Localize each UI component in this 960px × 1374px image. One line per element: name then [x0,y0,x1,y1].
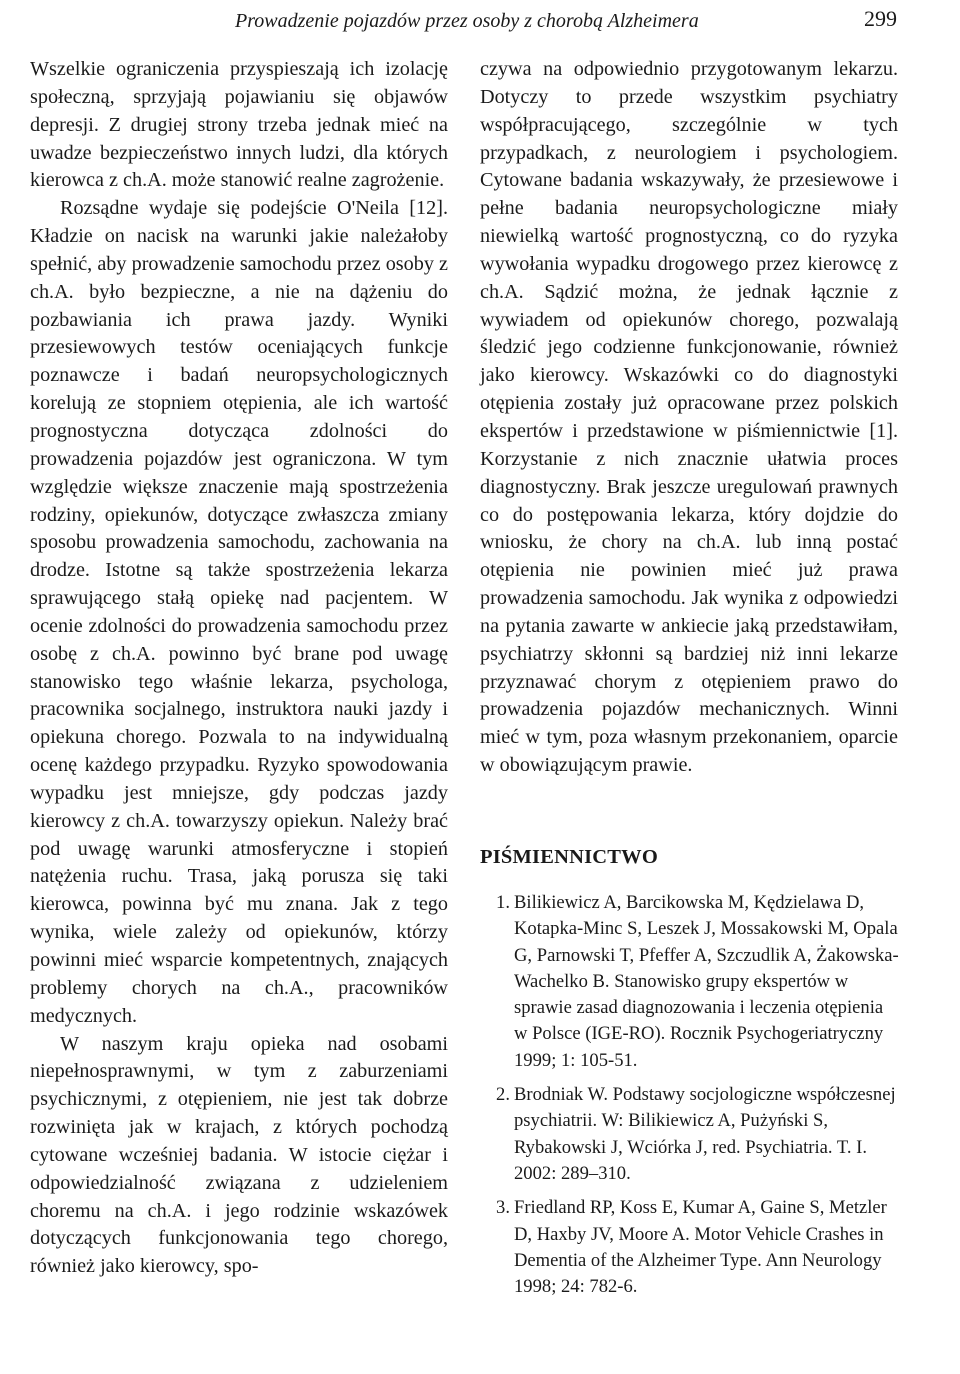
reference-item [484,1195,900,1300]
running-header [0,4,960,34]
left-column [30,56,448,1281]
paragraph: czywa na odpowiednio przygotowanym lekarzu. Dotyczy to przede wszystkim psychiatry współpracującego, szczególnie w tych przypadkach, z neurologiem i psychologiem. Cytowane badania wskazywały, że przesiewowe i pełne badania neuropsychologiczne miały niewielką wartość prognostyczną, co do ryzyka wywołania wypadku drogowego przez kierowcę z ch.A. Sądzić można, że jednak łącznie z wywiadem od opiekunów chorego, pozwalają śledzić jego codzienne funkcjonowanie, również jako kierowcy. Wskazówki co do diagnostyki otępienia zostały już opracowane przez polskich ekspertów i przedstawione w piśmiennictwie [1]. Korzystanie z nich znacznie ułatwia proces diagnostyczny. Brak jeszcze uregulowań prawnych co do postępowania lekarza, który dojdzie do wniosku, że chory na ch.A. lub inną postać otępienia nie powinien mieć już prawa prowadzenia samochodu. Jak wynika z odpowiedzi na pytania zawarte w ankiecie jaką przedstawiłam, psychiatrzy skłonni są bardziej niż inni lekarze przyznawać chorym z otępieniem prawo do prowadzenia pojazdów mechanicznych. Winni mieć w tym, poza własnym przekonaniem, oparcie w obowiązującym prawie. [480,58,898,777]
page-number: 299 [864,6,897,31]
paragraph: W naszym kraju opieka nad osobami niepełnosprawnymi, w tym z zaburzeniami psychicznymi, z otępieniem, nie jest tak dobrze rozwinięta jak w krajach, z których pochodzą cytowane wcześniej badania. W istocie ciężar i odpowiedzialność związana z udzieleniem choremu na ch.A. i jego rodzinie wskazówek dotyczących funkcjonowania tego chorego, również jako kierowcy, spo- [30,1032,448,1278]
reference-text: Friedland RP, Koss E, Kumar A, Gaine S, Metzler D, Haxby JV, Moore A. Motor Vehicle Crashes in Dementia of the Alzheimer Type. Ann Neurology 1998; 24: 782-6. [514,1197,887,1298]
references-heading: PIŚMIENNICTWO [480,846,659,868]
reference-list [484,890,900,1308]
paragraph: Rozsądne wydaje się podejście O'Neila [12]. Kładzie on nacisk na warunki jakie należałoby spełnić, aby prowadzenie samochodu przez osoby z ch.A. było bezpieczne, a nie na dążeniu do pozbawiania ich prawa jazdy. Wyniki przesiewowych testów oceniających funkcje poznawcze i badań neuropsychologicznych korelują ze stopniem otępienia, ale ich wartość prognostyczna dotycząca zdolności do prowadzenia pojazdów jest ograniczona. W tym względzie większe znaczenie mają spostrzeżenia rodziny, opiekunów, dotyczące zwłaszcza zmiany sposobu prowadzenia samochodu, zachowania na drodze. Istotne są także spostrzeżenia lekarza sprawującego stałą opiekę nad pacjentem. W ocenie zdolności do prowadzenia samochodu przez osobę z ch.A. powinno być brane pod uwagę stanowisko tego właśnie lekarza, psychologa, pracownika socjalnego, instruktora nauki jazdy i opiekuna chorego. Pozwala to na indywidualną ocenę każdego przypadku. Ryzyko spowodowania wypadku jest mniejsze, gdy podczas jazdy kierowcy z ch.A. towarzyszy opiekun. Należy brać pod uwagę warunki atmosferyczne i stopień natężenia ruchu. Trasa, jaką porusza się taki kierowca, powinna być mu znana. Jak z tego wynika, wiele zależy od opiekunów, którzy powinni mieć wsparcie kompetentnych, znających problemy chorych na ch.A., pracowników medycznych. [30,197,448,1027]
reference-text: Bilikiewicz A, Barcikowska M, Kędzielawa D, Kotapka-Minc S, Leszek J, Mossakowski M, Opala G, Parnowski T, Pfeffer A, Szczudlik A, Żakowska-Wachelko B. Stanowisko grupy ekspertów w sprawie zasad diagnozowania i leczenia otępienia w Polsce (IGE-RO). Rocznik Psychogeriatryczny 1999; 1: 105-51. [514,892,899,1071]
reference-item [484,890,900,1074]
paragraph: Wszelkie ograniczenia przyspieszają ich izolację społeczną, sprzyjają pojawianiu się objawów depresji. Z drugiej strony trzeba jednak mieć na uwadze bezpieczeństwo innych ludzi, dla których kierowca z ch.A. może stanowić realne zagrożenie. [30,58,448,192]
reference-number: 1. [496,892,510,913]
reference-item [484,1082,900,1187]
reference-text: Brodniak W. Podstawy socjologiczne współczesnej psychiatrii. W: Bilikiewicz A, Pużyński S, Rybakowski J, Wciórka J, red. Psychiatria. T. I. 2002: 289–310. [514,1084,896,1184]
reference-number: 3. [496,1197,510,1219]
running-title: Prowadzenie pojazdów przez osoby z chorobą Alzheimera [235,10,699,32]
reference-number: 2. [496,1084,510,1106]
right-column [480,56,898,780]
